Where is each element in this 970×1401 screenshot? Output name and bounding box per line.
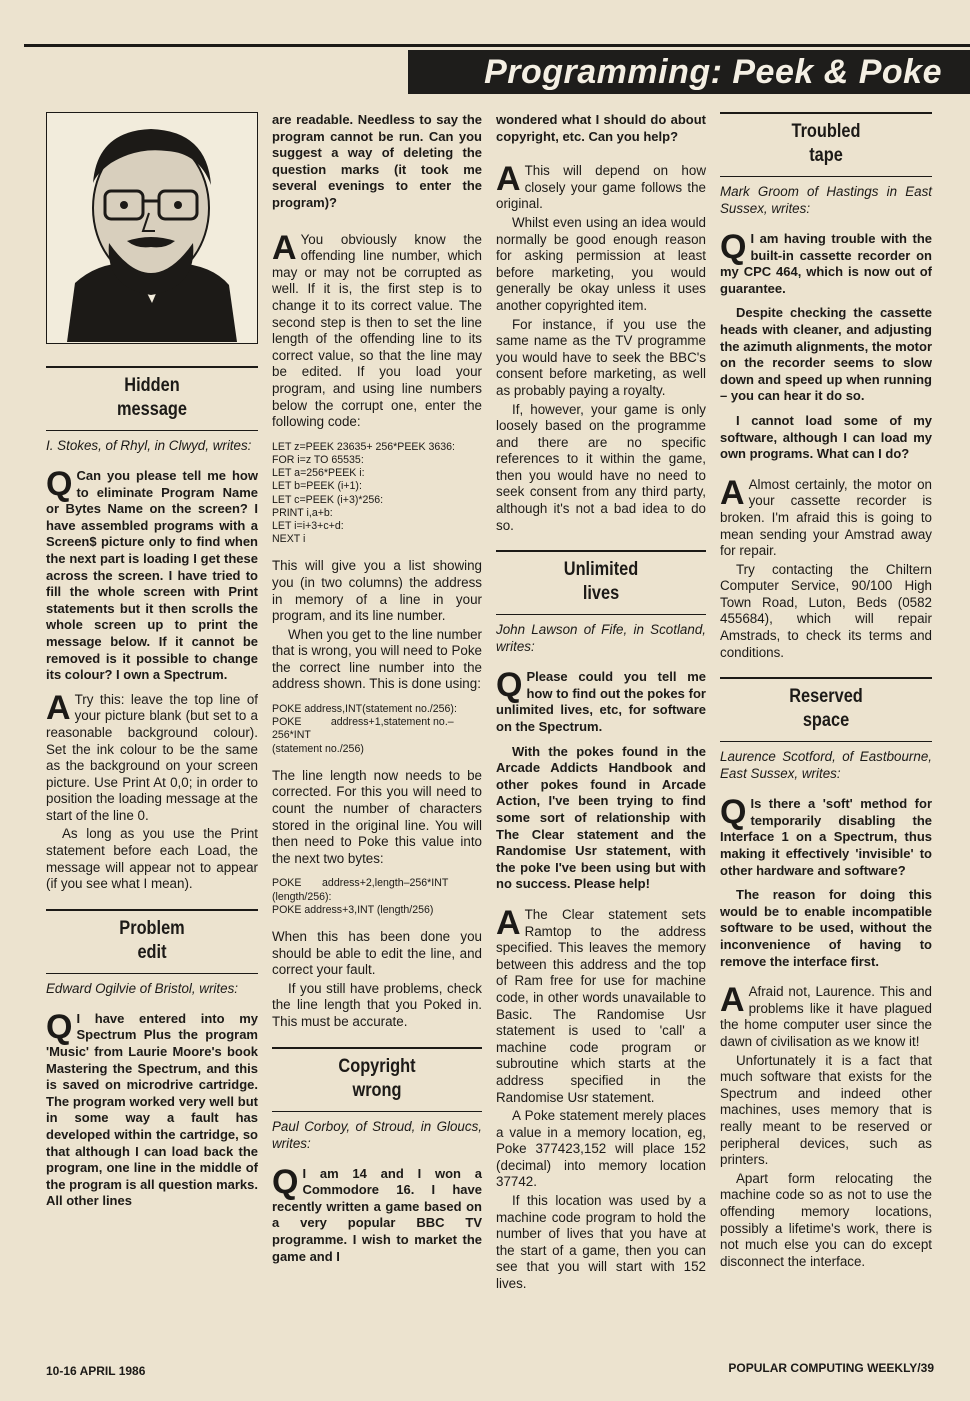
paragraph: Apart form relocating the machine code so as not to use the offending memory locations, possibly a lifetime's work, there is not much else you can do except disconnect the interface.: [720, 1170, 932, 1269]
headline-rule: [720, 112, 932, 114]
headline-underline: [46, 973, 258, 974]
question-text: I have entered into my Spectrum Plus the program 'Music' from Laurie Moore's book Mastering the Spectrum, and this is saved on microdrive cartridge. The program worked very well but in some way a fault has developed within the cartridge, so that although I can load back the program, one line in the middle of the program is all question marks. All other lines: [46, 1010, 258, 1209]
question-paragraph: With the pokes found in the Arcade Addicts Handbook and other pokes found in Arcade Action, I've been trying to find some sort of relationship with The Clear statement and the Randomise Usr statement, with the poke I've been using but with no success. Please help!: [496, 743, 706, 892]
headline-underline: [720, 741, 932, 742]
headline-line: Problem: [119, 917, 185, 939]
answer: [496, 160, 706, 213]
headline-unlimited-lives: [511, 558, 692, 606]
question-paragraph: Despite checking the cassette heads with cleaner, and adjusting the azimuth alignments, the motor on the recorder seems to slow down and speed up when running – you can hear it do so.: [720, 305, 932, 404]
byline: Edward Ogilvie of Bristol, writes:: [46, 980, 238, 996]
answer-text: Almost certainly, the motor on your cassette recorder is broken. I'm afraid this is going to mean sending your Amstrad away for repair.: [720, 476, 932, 559]
headline-line: lives: [582, 583, 620, 605]
headline-line: wrong: [352, 1079, 402, 1101]
paragraph: Unfortunately it is a fact that much software that exists for the Spectrum and indeed other machines, uses memory that is really meant to be reserved or peripheral devices, such as printers.: [720, 1052, 932, 1168]
drop-cap-q: Q: [720, 228, 747, 266]
paragraph: As long as you use the Print statement before each Load, the message will appear not to appear (if you see what I mean).: [46, 826, 258, 892]
answer-text: Try this: leave the top line of your picture blank (but set to a reasonable background colour). Set the ink colour to be the same as the background on your screen picture. Use Print At 0,0; in order to position the loading message at the start of the line 0.: [46, 691, 258, 823]
byline: Mark Groom of Hastings in East Sussex, writes:: [720, 184, 932, 216]
headline-rule: [272, 1047, 482, 1049]
headline-rule: [720, 677, 932, 679]
paragraph: For instance, if you use the same name as the TV programme you would have to seek the BBC's consent before marketing, as well as probably paying a royalty.: [496, 316, 706, 398]
headline-underline: [720, 176, 932, 177]
paragraph: This will give you a list showing you (in two columns) the address in memory of a line in your program, and its line number.: [272, 558, 482, 624]
question-text: Please could you tell me how to find out the pokes for unlimited lives, etc, for software on the Spectrum.: [496, 669, 706, 735]
answer: [496, 903, 706, 1106]
paragraph: When you get to the line number that is wrong, you will need to Poke the correct line number into the address shown. This is done using:: [272, 626, 482, 692]
question-text: Can you please tell me how to eliminate Program Name or Bytes Name on the screen? I have assembled programs with a Screen$ picture only to find when the next part is loading I get these across the screen. I have tried to fill the whole screen with Print statements but it then scrolls the whole screen up to print the message below. If it cannot be removed is it possible to change its colour? I own a Spectrum.: [46, 468, 258, 683]
drop-cap-a: A: [496, 160, 521, 199]
paragraph: Whilst even using an idea would normally be good enough reason for asking permission at least before marketing, you would generally be okay unless it uses another copyrighted item.: [496, 214, 706, 313]
question: [720, 793, 932, 879]
question-text: I am 14 and I won a Commodore 16. I have recently written a game based on a very popular BBC TV programme. I wish to market the game and I: [272, 1165, 482, 1264]
answer-text: Afraid not, Laurence. This and problems like it have plagued the home computer user since the dawn of civilisation as we know it!: [720, 984, 932, 1049]
issue-date: 10-16 APRIL 1986: [46, 1364, 146, 1378]
drop-cap-a: A: [46, 688, 71, 727]
drop-cap-q: Q: [272, 1162, 299, 1201]
question: [46, 1007, 258, 1210]
headline-underline: [272, 1111, 482, 1112]
headline-rule: [46, 909, 258, 911]
column-4: [720, 112, 932, 1272]
paragraph: When this has been done you should be able to edit the line, and correct your fault.: [272, 929, 482, 978]
answer-text: The Clear statement sets Ramtop to the address specified. This leaves the memory between this address and the top of Ram free for use for machine code, in other words unavailable to Basic. The Randomise Usr statement is used to 'call' a machine code program or subroutine which starts at the address specified in the Randomise Usr statement.: [496, 906, 706, 1105]
question: [496, 666, 706, 735]
paragraph: If this location was used by a machine code program to hold the number of lives that you have at the start of a game, then you can see that you will start with 152 lives.: [496, 1193, 706, 1292]
drop-cap-q: Q: [720, 793, 747, 832]
question-paragraph: I cannot load some of my software, although I can load my own programs. What can I do?: [720, 412, 932, 462]
code-listing: POKE address,INT(statement no./256): POKE address+1,statement no.–256*INT (statement no./256): [272, 703, 457, 755]
answer-text: This will depend on how closely your game follows the original.: [496, 163, 706, 212]
paragraph: Try contacting the Chiltern Computer Service, 90/100 High Town Road, Luton, Beds (0582 455684), which will repair Amstrads, to check its terms and conditions.: [720, 561, 932, 660]
answer: [720, 981, 932, 1050]
headline-underline: [496, 614, 706, 615]
headline-line: tape: [809, 145, 843, 166]
section-title: Programming: Peek & Poke: [408, 50, 970, 94]
headline-reserved-space: [735, 685, 917, 733]
headline-rule: [46, 366, 258, 368]
column-2: [272, 112, 482, 1273]
headline-line: space: [802, 710, 850, 732]
paragraph: If, however, your game is only loosely based on the programme and there are no specific references to it within the game, then you would have no need to seek consent from any third party, although it's not a bad idea to do so.: [496, 401, 706, 533]
byline: Laurence Scotford, of Eastbourne, East Sussex, writes:: [720, 749, 932, 782]
headline-hidden-message: [61, 374, 243, 422]
headline-troubled-tape: [735, 120, 917, 168]
answer-text: You obviously know the offending line number, which may or may not be corrupted as well. If it is, the first step is to change it to its correct value. The second step is then to set the line length of the offending line to its correct value, so that the line may be edited. If you load your program, and using line numbers below the corrupt one, enter the following code:: [272, 231, 482, 430]
drop-cap-q: Q: [46, 465, 73, 503]
drop-cap-a: A: [496, 903, 521, 942]
top-rule: [24, 44, 970, 47]
question-text: I am having trouble with the built-in cassette recorder on my CPC 464, which is now out of guarantee.: [720, 231, 932, 296]
answer: [46, 688, 258, 825]
question-continued: wondered what I should do about copyright, etc. Can you help?: [496, 112, 706, 144]
headline-copyright-wrong: [287, 1055, 468, 1103]
author-photo: [46, 112, 258, 344]
drop-cap-q: Q: [46, 1007, 73, 1046]
column-1: [46, 112, 258, 1218]
headline-underline: [46, 430, 258, 431]
answer: [720, 473, 932, 560]
paragraph: If you still have problems, check the line length that you Poked in. This must be accurate.: [272, 980, 482, 1030]
headline-line: Copyright: [338, 1055, 416, 1077]
headline-problem-edit: [61, 917, 243, 965]
code-listing: POKE address+2,length–256*INT (length/256): POKE address+3,INT (length/256): [272, 877, 449, 916]
headline-line: Hidden: [124, 375, 180, 396]
page-folio: POPULAR COMPUTING WEEKLY/39: [728, 1361, 934, 1375]
question-paragraph: The reason for doing this would be to enable incompatible software to be used, without the inconvenience of having to remove the interface first.: [720, 887, 932, 969]
headline-line: Unlimited: [563, 559, 639, 581]
drop-cap-a: A: [272, 228, 297, 267]
question: [720, 228, 932, 297]
question-text: Is there a 'soft' method for temporarily disabling the Interface 1 on a Spectrum, thus making it effectively 'invisible' to other hardware and software?: [720, 796, 932, 878]
paragraph: A Poke statement merely places a value in a memory location, eg, Poke 377423,152 will place 152 (decimal) into memory location 37742.: [496, 1108, 706, 1190]
column-3: [496, 112, 706, 1295]
code-listing: LET z=PEEK 23635+ 256*PEEK 3636: FOR i=z TO 65535: LET a=256*PEEK i: LET b=PEEK (i+1): LET c=PEEK (i+3)*256: PRINT i,a+b: LET i=i+3+c+d: NEXT i: [272, 440, 455, 546]
question: [272, 1162, 482, 1266]
headline-line: edit: [137, 941, 167, 963]
drop-cap-a: A: [720, 473, 745, 512]
drop-cap-a: A: [720, 981, 745, 1020]
byline: Paul Corboy, of Stroud, in Gloucs, writes:: [272, 1118, 482, 1151]
byline: John Lawson of Fife, in Scotland, writes:: [496, 622, 706, 655]
drop-cap-q: Q: [496, 666, 523, 705]
question-continued: are readable. Needless to say the program cannot be run. Can you suggest a way of deleting the question marks (it took me several evenings to enter the program)?: [272, 112, 482, 210]
paragraph: The line length now needs to be corrected. For this you will need to count the number of characters stored in the original line. You will then need to Poke this value into the next two bytes:: [272, 767, 482, 866]
byline: I. Stokes, of Rhyl, in Clwyd, writes:: [46, 438, 252, 453]
headline-rule: [496, 550, 706, 552]
headline-line: Reserved: [789, 686, 863, 708]
headline-line: Troubled: [791, 121, 861, 142]
headline-line: message: [117, 399, 187, 420]
question: [46, 465, 258, 684]
answer: [272, 228, 482, 431]
